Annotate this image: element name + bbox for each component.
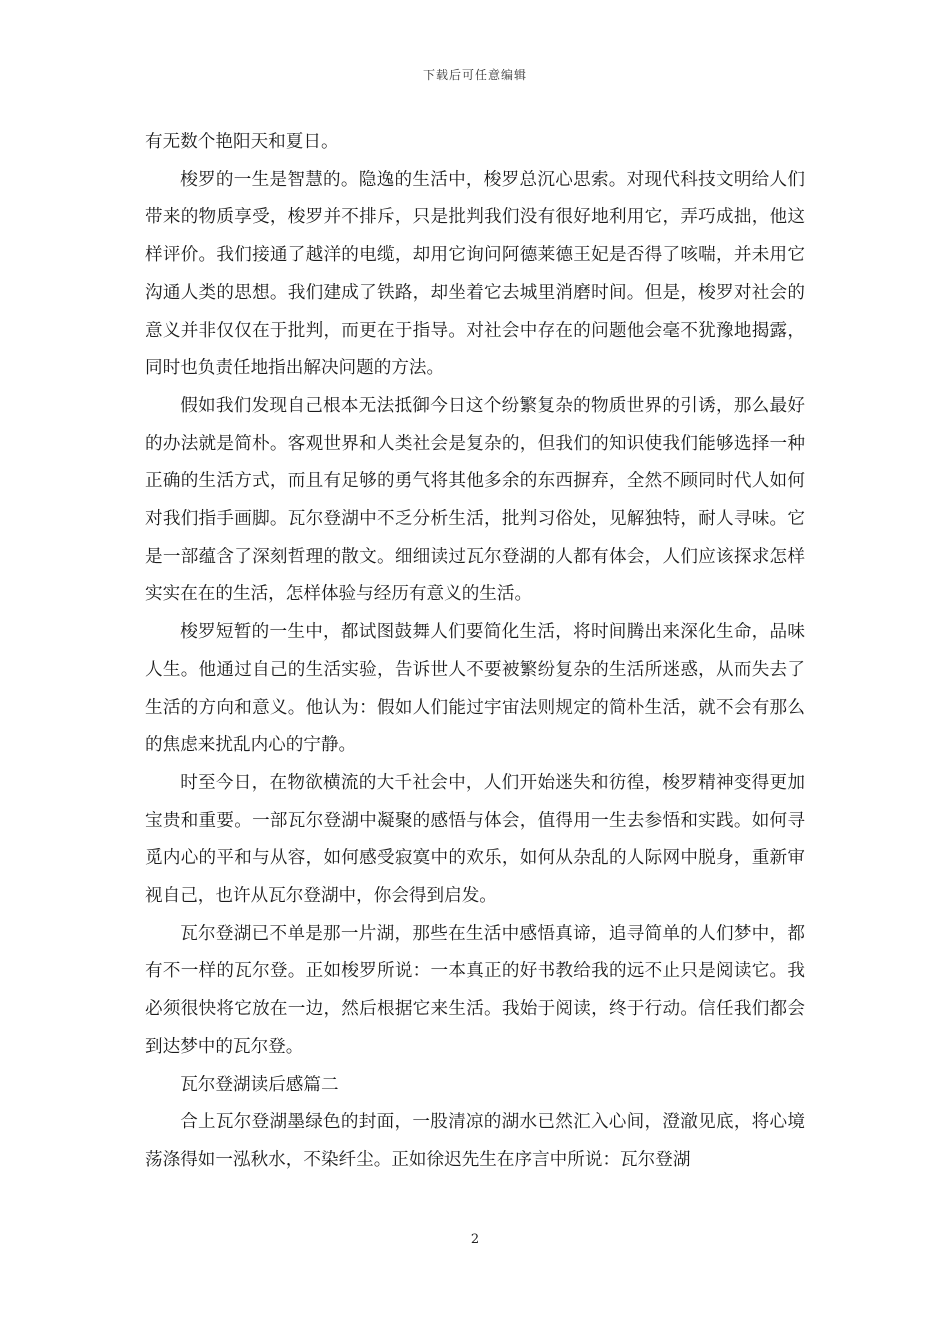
document-body — [145, 124, 805, 1180]
paragraph: 瓦尔登湖已不单是那一片湖，那些在生活中感悟真谛，追寻简单的人们梦中，都有不一样的瓦尔登。正如梭罗所说：一本真正的好书教给我的远不止只是阅读它。我必须很快将它放在一边，然后根据它来生活。我始于阅读，终于行动。信任我们都会到达梦中的瓦尔登。 — [145, 923, 805, 1057]
page-header: 下载后可任意编辑 — [422, 68, 527, 82]
paragraph: 梭罗短暂的一生中，都试图鼓舞人们要简化生活，将时间腾出来深化生命，品味人生。他通过自己的生活实验，告诉世人不要被繁纷复杂的生活所迷惑，从而失去了生活的方向和意义。他认为：假如人们能过宇宙法则规定的简朴生活，就不会有那么的焦虑来扰乱内心的宁静。 — [145, 622, 805, 756]
section-heading: 瓦尔登湖读后感篇二 — [180, 1074, 339, 1095]
paragraph: 梭罗的一生是智慧的。隐逸的生活中，梭罗总沉心思索。对现代科技文明给人们带来的物质享受，梭罗并不排斥，只是批判我们没有很好地利用它，弄巧成拙，他这样评价。我们接通了越洋的电缆，却用它询问阿德莱德王妃是否得了咳喘，并未用它沟通人类的思想。我们建成了铁路，却坐着它去城里消磨时间。但是，梭罗对社会的意义并非仅仅在于批判，而更在于指导。对社会中存在的问题他会毫不犹豫地揭露，同时也负责任地指出解决问题的方法。 — [145, 169, 805, 379]
paragraph: 假如我们发现自己根本无法抵御今日这个纷繁复杂的物质世界的引诱，那么最好的办法就是简朴。客观世界和人类社会是复杂的，但我们的知识使我们能够选择一种正确的生活方式，而且有足够的勇气将其他多余的东西摒弃，全然不顾同时代人如何对我们指手画脚。瓦尔登湖中不乏分析生活，批判习俗处，见解独特，耐人寻味。它是一部蕴含了深刻哲理的散文。细细读过瓦尔登湖的人都有体会，人们应该探求怎样实实在在的生活，怎样体验与经历有意义的生活。 — [145, 395, 805, 605]
paragraph-continuation: 有无数个艳阳天和夏日。 — [145, 132, 339, 152]
page-number: 2 — [470, 1232, 480, 1247]
paragraph: 合上瓦尔登湖墨绿色的封面，一股清凉的湖水已然汇入心间，澄澈见底，将心境荡涤得如一泓秋水，不染纤尘。正如徐迟先生在序言中所说：瓦尔登湖 — [145, 1112, 805, 1170]
paragraph: 时至今日，在物欲横流的大千社会中，人们开始迷失和彷徨，梭罗精神变得更加宝贵和重要。一部瓦尔登湖中凝聚的感悟与体会，值得用一生去参悟和实践。如何寻觅内心的平和与从容，如何感受寂寞中的欢乐，如何从杂乱的人际网中脱身，重新审视自己，也许从瓦尔登湖中，你会得到启发。 — [145, 772, 805, 907]
